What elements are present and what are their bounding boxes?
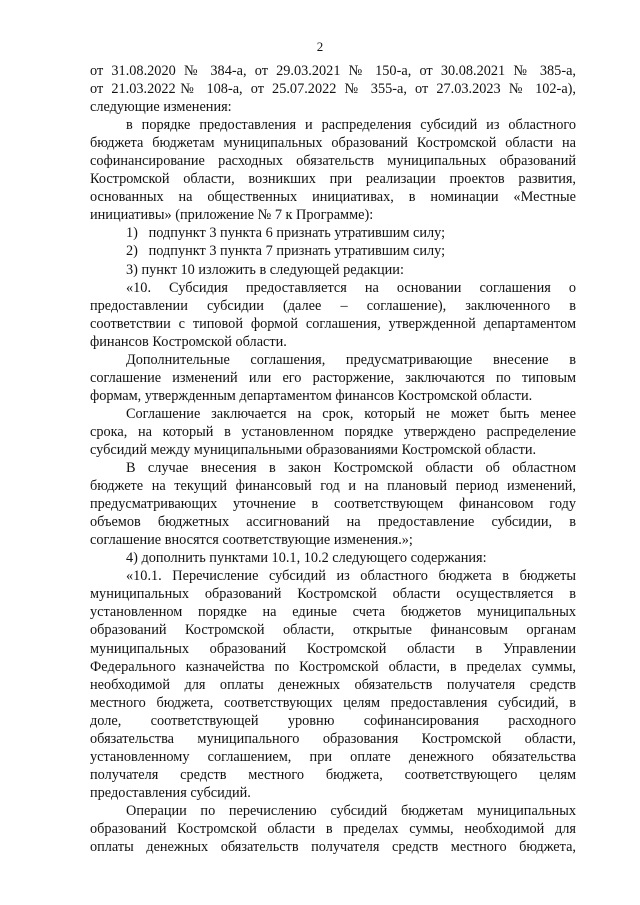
page-number: 2 bbox=[316, 39, 324, 54]
text-line: объемов бюджетных ассигнований на предоставление субсидии, в bbox=[90, 514, 576, 531]
text-line: Дополнительные соглашения, предусматривающие внесение в bbox=[126, 351, 576, 368]
text-line: формам, утвержденным департаментом финансов Костромской области. bbox=[90, 387, 533, 404]
text-line: Соглашение заключается на срок, который не может быть менее bbox=[126, 405, 576, 422]
text-line: инициативы» (приложение № 7 к Программе): bbox=[90, 207, 374, 224]
text-line: предусматривающих уточнение в соответствующем финансовом году bbox=[90, 496, 576, 513]
text-line: от 21.03.2022№ 108-а, от 25.07.2022 № 355-а, от 27.03.2023 № 102-а), bbox=[90, 81, 576, 98]
text-line: от 31.08.2020 № 384-а, от 29.03.2021 № 150-а, от 30.08.2021 № 385-а, bbox=[90, 63, 576, 79]
text-line: установленному соглашением, при оплате денежного обязательства bbox=[90, 748, 576, 765]
text-line: оплаты денежных обязательств получателя средств местного бюджета, bbox=[90, 839, 576, 856]
text-line: образований Костромской области в пределах суммы, необходимой для bbox=[90, 820, 576, 837]
text-line: 1) подпункт 3 пункта 6 признать утратившим силу; bbox=[126, 225, 446, 242]
text-line: муниципальных образований Костромской области в Управлении bbox=[90, 640, 576, 657]
text-line: Федерального казначейства по Костромской области, в пределах суммы, bbox=[90, 658, 576, 675]
document-body bbox=[90, 62, 576, 856]
text-line: «10.1. Перечисление субсидий из областного бюджета в бюджеты bbox=[126, 568, 576, 585]
text-line: бюджета бюджетам муниципальных образований Костромской области на bbox=[90, 135, 576, 152]
text-line: в порядке предоставления и распределения субсидий из областного bbox=[126, 117, 576, 134]
text-line: получателя средств местного бюджета, соответствующего целям bbox=[90, 766, 576, 783]
text-line: основанных на общественных инициативах, в номинации «Местные bbox=[90, 189, 576, 206]
text-line: «10. Субсидия предоставляется на основании соглашения о bbox=[126, 279, 576, 296]
text-line: срока, на который в установленном порядке утверждено распределение bbox=[90, 423, 576, 440]
text-line: соглашение вносятся соответствующие изменения.»; bbox=[90, 532, 413, 549]
text-line: доле, соответствующей уровню софинансирования расходного bbox=[90, 712, 576, 729]
text-line: 4) дополнить пунктами 10.1, 10.2 следующего содержания: bbox=[126, 550, 487, 567]
text-line: местного бюджета, соответствующих целям предоставления субсидий, в bbox=[90, 694, 576, 711]
text-line: следующие изменения: bbox=[90, 99, 232, 116]
text-line: обязательства муниципального образования Костромской области, bbox=[90, 730, 576, 747]
text-line: софинансирование расходных обязательств муниципальных образований bbox=[90, 153, 576, 170]
text-line: 3) пункт 10 изложить в следующей редакции: bbox=[126, 261, 404, 278]
text-line: субсидий между муниципальными образованиями Костромской области. bbox=[90, 441, 537, 458]
text-line: финансов Костромской области. bbox=[90, 333, 287, 350]
text-line: Костромской области, возникших при реализации проектов развития, bbox=[90, 171, 576, 188]
text-line: 2) подпункт 3 пункта 7 признать утратившим силу; bbox=[126, 243, 446, 260]
text-line: Операции по перечислению субсидий бюджетам муниципальных bbox=[126, 802, 576, 819]
text-line: образований Костромской области, открытые финансовым органам bbox=[90, 622, 576, 639]
text-line: предоставлении субсидии (далее – соглашение), заключенного в bbox=[90, 297, 576, 314]
text-line: предоставления субсидий. bbox=[90, 784, 251, 801]
text-line: муниципальных образований Костромской области осуществляется в bbox=[90, 586, 576, 603]
text-line: бюджете на текущий финансовый год и на плановый период изменений, bbox=[90, 478, 576, 495]
text-line: соответствии с типовой формой соглашения, утвержденной департаментом bbox=[90, 315, 576, 332]
text-line: В случае внесения в закон Костромской области об областном bbox=[126, 460, 576, 477]
text-line: соглашение изменений или его расторжение, заключаются по типовым bbox=[90, 369, 576, 386]
text-line: необходимой для оплаты денежных обязательств получателя средств bbox=[90, 676, 576, 693]
text-line: установленном порядке на единые счета бюджетов муниципальных bbox=[90, 604, 576, 621]
